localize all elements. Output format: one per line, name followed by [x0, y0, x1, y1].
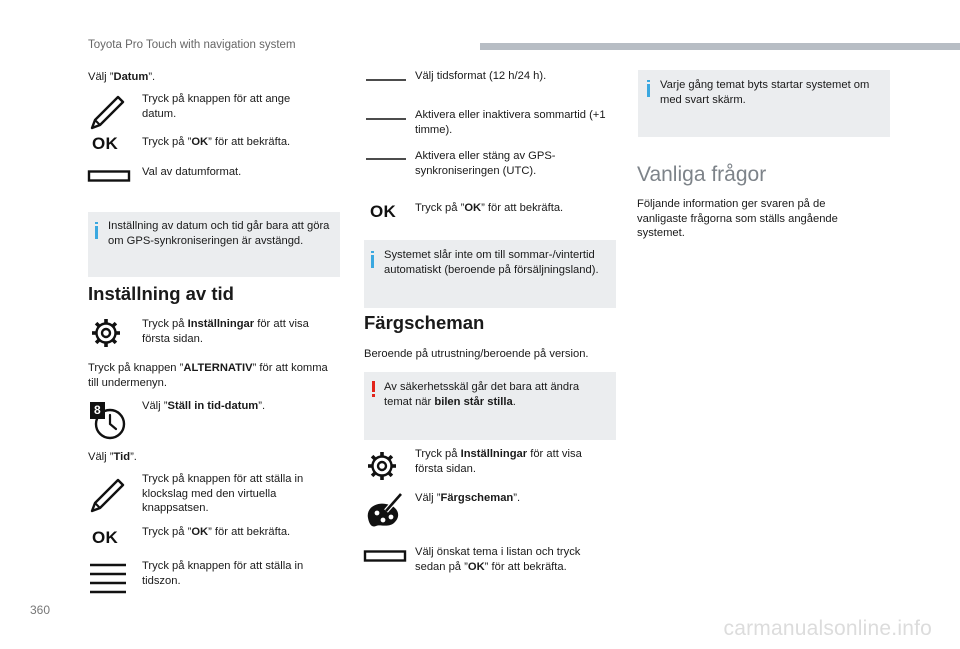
info-dst-text: Systemet slår inte om till sommar-/vintertid automatiskt (beroende på försäljningsland).	[384, 249, 599, 276]
step-gps-sync: Aktivera eller stäng av GPS-synkroniseringen (UTC).	[415, 150, 556, 177]
heading-color-schemes: Färgscheman	[364, 312, 485, 333]
step-pen-time: Tryck på knappen för att ställa in klockslag med den virtuella knappsatsen.	[142, 473, 304, 514]
clock-badge: 8	[94, 403, 101, 417]
step-select-color-schemes: Välj ”Färgscheman”.	[415, 492, 521, 504]
datum-intro: Välj ”Datum”.	[88, 71, 156, 83]
step-daylight-saving: Aktivera eller inaktivera sommartid (+1 timme).	[415, 109, 606, 136]
pen-icon	[88, 94, 126, 132]
line-icon	[366, 117, 406, 121]
menu-list-icon	[89, 562, 127, 596]
ok-icon: OK	[92, 528, 119, 547]
pen-icon	[88, 477, 126, 515]
ok-icon: OK	[92, 134, 119, 153]
step-time-format: Välj tidsformat (12 h/24 h).	[415, 70, 547, 82]
faq-intro: Följande information ger svaren på de vanligaste frågorna som ställs angående systemet.	[637, 198, 838, 239]
step-time-zone: Tryck på knappen för att ställa in tidszon.	[142, 560, 304, 587]
step-choose-theme: Välj önskat tema i listan och tryck sedan på ”OK” för att bekräfta.	[415, 546, 581, 573]
step-ok-time: Tryck på ”OK” för att bekräfta.	[142, 526, 291, 538]
line-icon	[366, 157, 406, 161]
tid-intro: Välj ”Tid”.	[88, 451, 137, 463]
watermark: carmanualsonline.info	[723, 617, 932, 640]
button-bar-icon	[364, 550, 406, 562]
step-pen-date: Tryck på knappen för att ange datum.	[142, 93, 291, 120]
header-bar	[480, 43, 960, 50]
warning-icon	[372, 381, 375, 392]
gear-icon	[366, 450, 398, 482]
info-restart-text: Varje gång temat byts startar systemet om med svart skärm.	[660, 79, 870, 106]
step-date-format: Val av datumformat.	[142, 166, 242, 178]
step-ok-format: Tryck på ”OK” för att bekräfta.	[415, 202, 564, 214]
step-settings-time: Tryck på Inställningar för att visa första sidan.	[142, 318, 309, 345]
step-settings-colors: Tryck på Inställningar för att visa första sidan.	[415, 448, 582, 475]
ok-icon: OK	[370, 202, 397, 221]
info-gps-text: Inställning av datum och tid går bara att göra om GPS-synkroniseringen är avstängd.	[108, 220, 330, 247]
header-title: Toyota Pro Touch with navigation system	[88, 39, 296, 51]
button-bar-icon	[88, 170, 130, 182]
heading-faq: Vanliga frågor	[637, 163, 767, 186]
step-ok-date: Tryck på ”OK” för att bekräfta.	[142, 136, 291, 148]
info-icon	[95, 226, 98, 239]
page-number: 360	[30, 603, 51, 617]
step-set-time-date: Välj ”Ställ in tid-datum”.	[142, 400, 266, 412]
palette-brush-icon	[364, 490, 404, 530]
gear-icon	[90, 317, 122, 349]
info-icon	[647, 84, 650, 97]
heading-time-setting: Inställning av tid	[88, 283, 234, 304]
line-icon	[366, 78, 406, 82]
color-schemes-intro: Beroende på utrustning/beroende på version.	[364, 348, 589, 360]
warning-text: Av säkerhetsskäl går det bara att ändra temat när bilen står stilla.	[384, 381, 580, 408]
alternativ-text: Tryck på knappen ”ALTERNATIV” för att komma till undermenyn.	[88, 362, 328, 389]
info-icon	[371, 255, 374, 268]
